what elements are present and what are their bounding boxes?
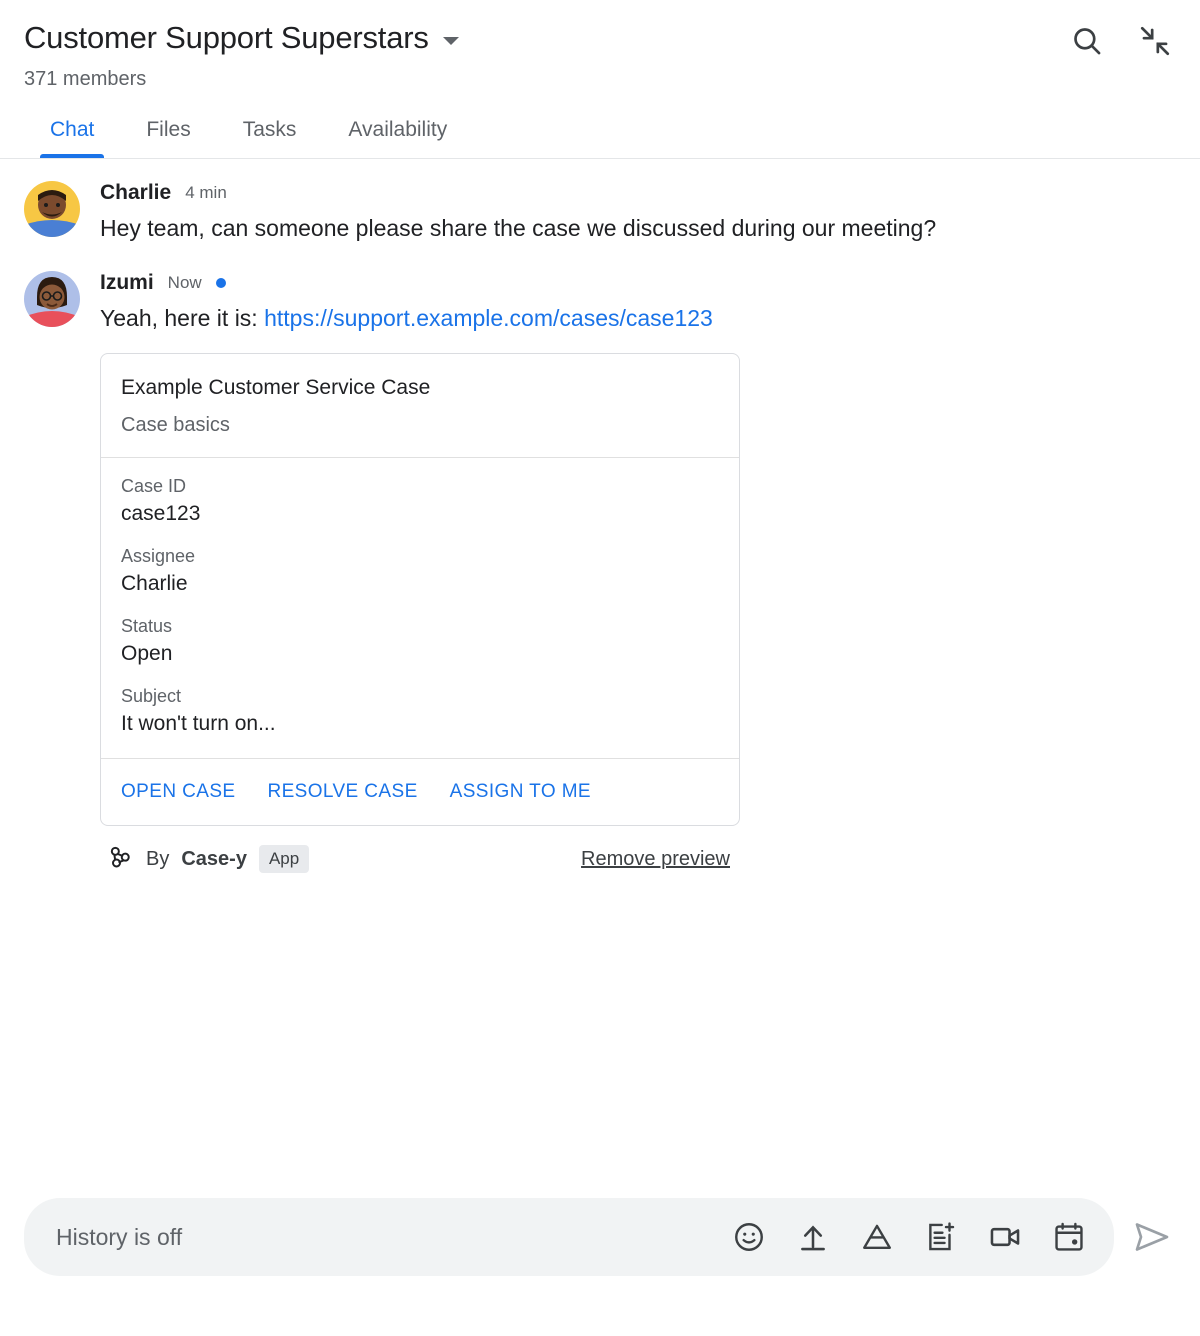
field-case-id	[121, 476, 719, 526]
field-assignee	[121, 546, 719, 596]
open-case-button[interactable]: OPEN CASE	[121, 781, 236, 802]
send-icon[interactable]	[1128, 1217, 1176, 1257]
unread-indicator-icon	[216, 278, 226, 288]
composer-bar	[0, 1198, 1200, 1276]
upload-icon[interactable]	[796, 1220, 830, 1254]
card-byline	[106, 842, 309, 876]
field-value: It won't turn on...	[121, 712, 276, 735]
tab-chat[interactable]: Chat	[24, 108, 120, 158]
case-link[interactable]: https://support.example.com/cases/case123	[264, 305, 713, 331]
message-text-prefix: Yeah, here it is:	[100, 305, 265, 331]
page-title: Customer Support Superstars	[24, 20, 429, 55]
message-body	[100, 271, 1176, 876]
doc-add-icon[interactable]	[924, 1220, 958, 1254]
drive-icon[interactable]	[860, 1220, 894, 1254]
message-header	[100, 271, 1176, 295]
field-value: case123	[121, 502, 201, 525]
message-timestamp: Now	[167, 273, 202, 292]
field-status	[121, 616, 719, 666]
remove-preview-link[interactable]: Remove preview	[581, 847, 730, 870]
field-subject	[121, 686, 719, 736]
assign-to-me-button[interactable]: ASSIGN TO ME	[449, 781, 591, 802]
case-preview-card	[100, 353, 740, 826]
card-header	[101, 354, 739, 458]
card-subtitle: Case basics	[121, 414, 230, 436]
collapse-icon[interactable]	[1138, 24, 1172, 58]
byline-prefix: By	[146, 847, 170, 870]
field-value: Charlie	[121, 572, 188, 595]
message-input[interactable]	[54, 1223, 732, 1252]
message-author: Charlie	[100, 181, 172, 204]
header-actions	[1070, 24, 1172, 58]
video-icon[interactable]	[988, 1220, 1022, 1254]
member-count: 371 members	[24, 68, 147, 90]
card-byline-row	[100, 842, 740, 876]
message-text: Hey team, can someone please share the case we discussed during our meeting?	[100, 215, 937, 241]
field-label: Assignee	[121, 546, 196, 566]
room-title-row	[24, 18, 1176, 58]
chat-header	[0, 0, 1200, 92]
avatar[interactable]	[24, 271, 80, 327]
field-value: Open	[121, 642, 173, 665]
resolve-case-button[interactable]: RESOLVE CASE	[267, 781, 418, 802]
field-label: Case ID	[121, 476, 187, 496]
message-timestamp: 4 min	[185, 183, 227, 202]
message-item	[24, 181, 1176, 245]
composer-icons	[732, 1220, 1086, 1254]
card-title: Example Customer Service Case	[121, 376, 431, 399]
tab-availability[interactable]: Availability	[322, 108, 473, 158]
card-fields	[101, 458, 739, 759]
calendar-icon[interactable]	[1052, 1220, 1086, 1254]
tab-files[interactable]: Files	[120, 108, 216, 158]
avatar[interactable]	[24, 181, 80, 237]
message-item	[24, 271, 1176, 876]
message-text	[100, 301, 1000, 335]
field-label: Subject	[121, 686, 182, 706]
webhook-icon	[106, 842, 134, 876]
message-header	[100, 181, 1176, 205]
search-icon[interactable]	[1070, 24, 1104, 58]
emoji-icon[interactable]	[732, 1220, 766, 1254]
card-actions	[101, 759, 739, 825]
message-author: Izumi	[100, 271, 154, 294]
tab-tasks[interactable]: Tasks	[217, 108, 323, 158]
field-label: Status	[121, 616, 173, 636]
app-chip: App	[259, 845, 309, 873]
message-list	[0, 159, 1200, 876]
composer[interactable]	[24, 1198, 1114, 1276]
chevron-down-icon[interactable]	[443, 37, 459, 45]
app-name: Case-y	[181, 847, 247, 870]
tab-bar	[0, 108, 1200, 159]
message-body	[100, 181, 1176, 245]
